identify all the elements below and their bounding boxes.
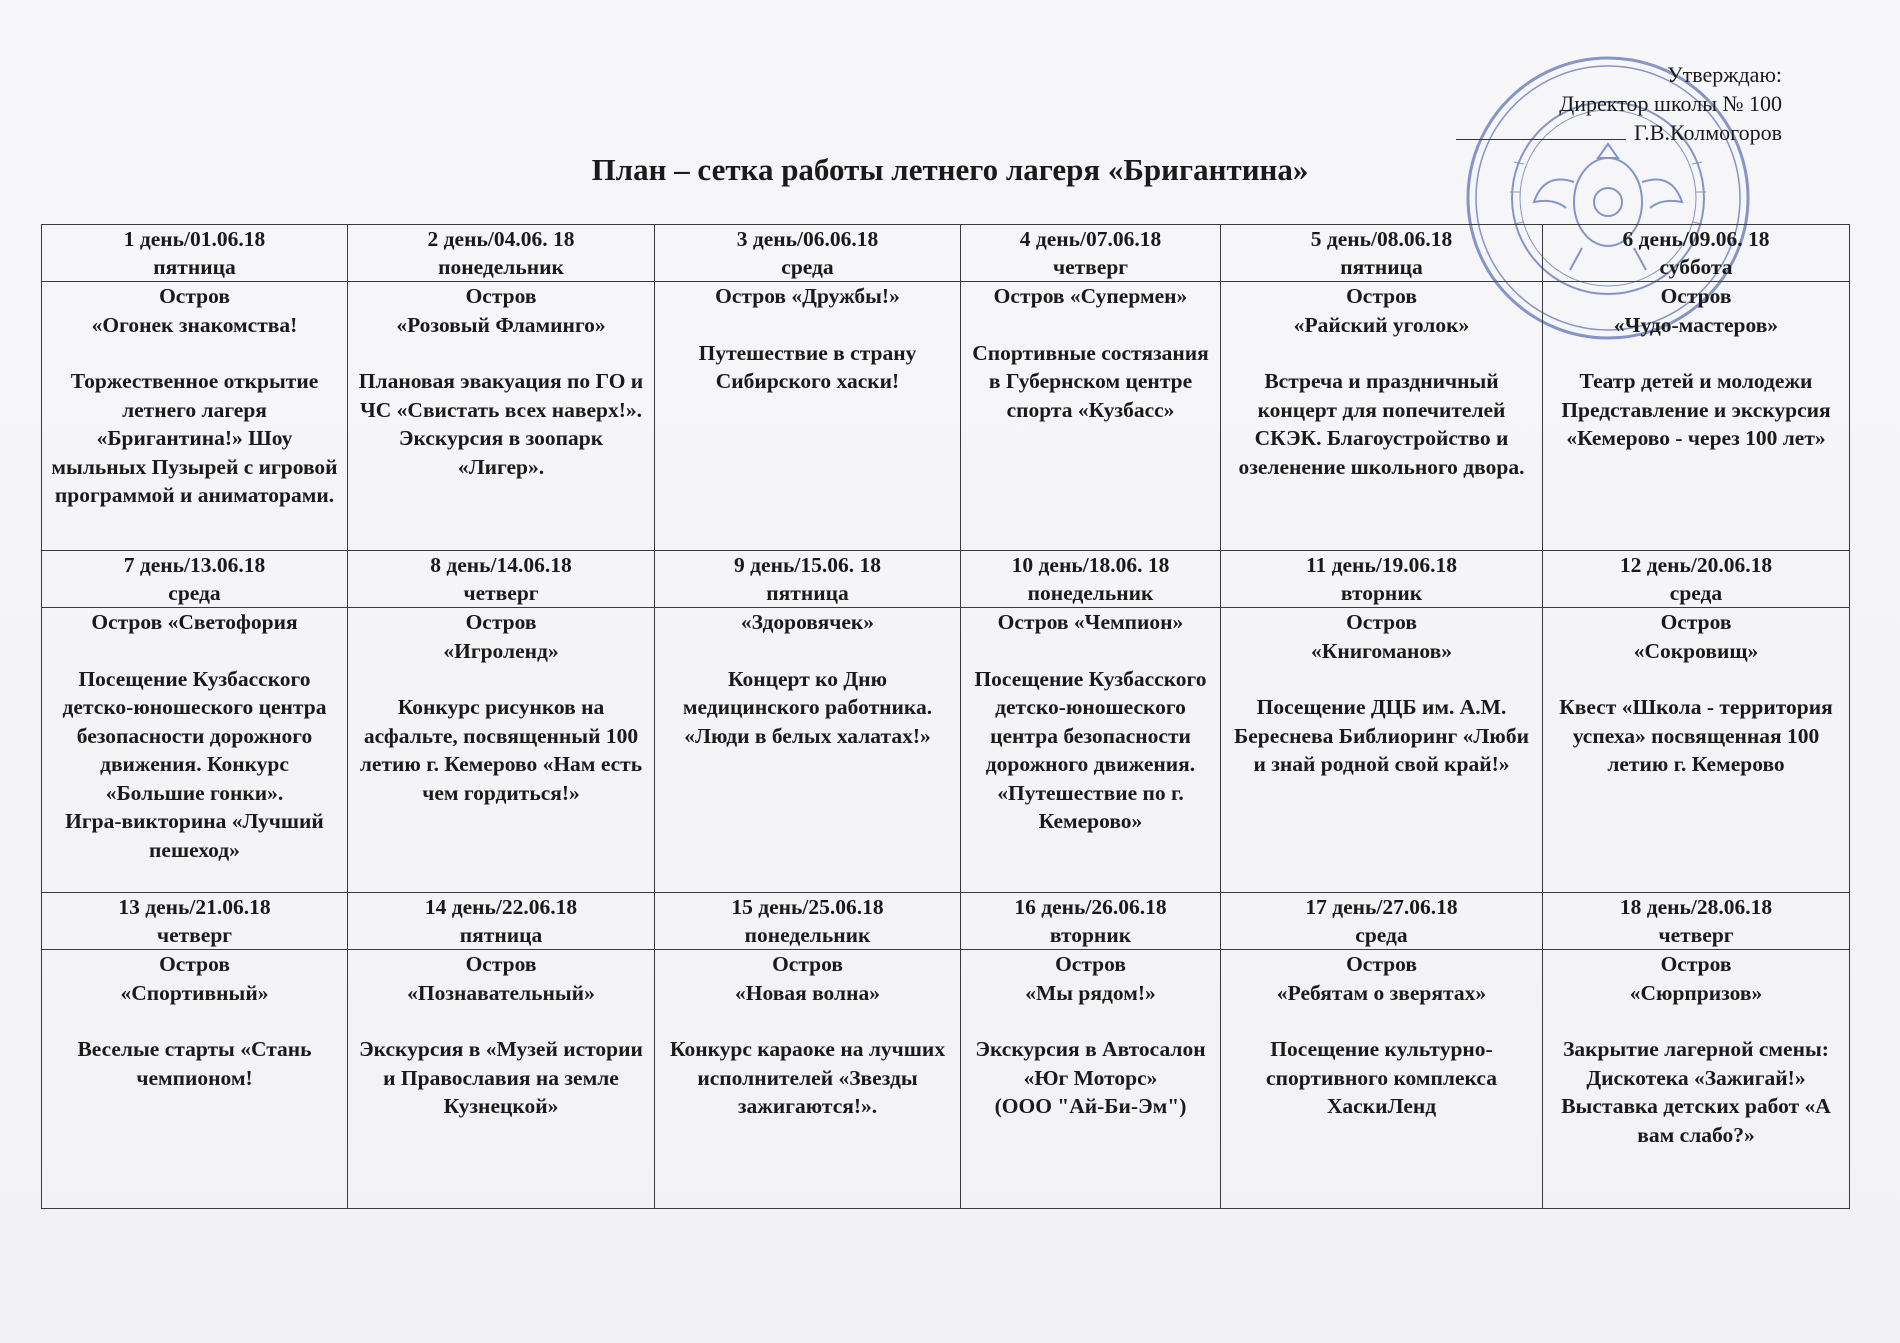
spacer <box>1549 665 1843 693</box>
day-header-cell <box>1543 551 1850 608</box>
activity-description: Квест «Школа - территория успеха» посвященная 100 летию г. Кемерово <box>1559 695 1833 776</box>
day-header-cell <box>655 225 961 282</box>
activity-description: Посещение Кузбасского детско-юношеского центра безопасности дорожного движения. «Путешествие по г. Кемерово» <box>974 666 1207 833</box>
island-name: Остров «Книгоманов» <box>1311 610 1452 663</box>
spacer <box>1227 1007 1536 1035</box>
day-header-cell <box>348 551 655 608</box>
day-content-row <box>42 608 1850 893</box>
day-activity-cell <box>348 282 655 551</box>
day-weekday: среда <box>168 581 221 605</box>
spacer <box>967 637 1214 665</box>
day-activity-cell <box>1221 608 1543 893</box>
day-weekday: четверг <box>463 581 539 605</box>
day-activity-cell <box>348 950 655 1209</box>
day-header-cell <box>961 893 1221 950</box>
day-date: 2 день/04.06. 18 <box>427 227 575 251</box>
day-date: 6 день/09.06. 18 <box>1622 227 1770 251</box>
day-activity-cell <box>42 608 348 893</box>
day-date: 3 день/06.06.18 <box>736 227 879 251</box>
approval-name: Г.В.Колмогоров <box>1634 120 1782 145</box>
day-activity-cell <box>1543 282 1850 551</box>
day-weekday: пятница <box>1340 255 1423 279</box>
spacer <box>1549 1007 1843 1035</box>
day-header-row <box>42 551 1850 608</box>
approval-position: Директор школы № 100 <box>1559 91 1782 116</box>
day-activity-cell <box>1543 608 1850 893</box>
approval-signatory <box>1456 118 1782 147</box>
island-name: Остров «Спортивный» <box>120 952 269 1005</box>
spacer <box>354 665 648 693</box>
day-activity-cell <box>961 282 1221 551</box>
activity-description: Торжественное открытие летнего лагеря «Бригантина!» Шоу мыльных Пузырей с игровой программой и аниматорами. <box>51 369 338 507</box>
day-activity-cell <box>655 608 961 893</box>
activity-description: Закрытие лагерной смены: Дискотека «Зажигай!» Выставка детских работ «А вам слабо?» <box>1561 1037 1831 1147</box>
activity-description: Плановая эвакуация по ГО и ЧС «Свистать всех наверх!». Экскурсия в зоопарк «Лигер». <box>358 369 644 479</box>
island-name: Остров «Розовый Фламинго» <box>396 284 606 337</box>
day-date: 7 день/13.06.18 <box>123 553 266 577</box>
day-header-cell <box>1543 225 1850 282</box>
activity-description: Спортивные состязания в Губернском центре спорта «Кузбасс» <box>972 340 1209 422</box>
activity-description: Театр детей и молодежи Представление и экскурсия «Кемерово - через 100 лет» <box>1561 369 1831 450</box>
day-weekday: пятница <box>459 923 543 947</box>
day-activity-cell <box>42 950 348 1209</box>
day-content-row <box>42 282 1850 551</box>
day-date: 13 день/21.06.18 <box>118 895 271 919</box>
day-date: 9 день/15.06. 18 <box>734 553 881 577</box>
day-header-cell <box>1543 893 1850 950</box>
island-name: Остров «Райский уголок» <box>1293 284 1470 337</box>
day-date: 14 день/22.06.18 <box>424 895 578 919</box>
island-name: Остров «Светофория <box>91 610 298 634</box>
island-name: Остров «Огонек знакомства! <box>91 284 298 337</box>
day-weekday: четверг <box>1052 255 1129 279</box>
day-date: 5 день/08.06.18 <box>1310 227 1453 251</box>
day-header-cell <box>42 225 348 282</box>
activity-description: Посещение Кузбасского детско-юношеского центра безопасности дорожного движения. Конкурс «Большие гонки». Игра-викторина «Лучший пешеход» <box>62 666 327 862</box>
day-date: 1 день/01.06.18 <box>123 227 266 251</box>
activity-description: Посещение культурно-спортивного комплекса ХаскиЛенд <box>1266 1037 1497 1118</box>
day-header-cell <box>961 225 1221 282</box>
island-name: Остров «Игроленд» <box>443 610 559 663</box>
day-date: 10 день/18.06. 18 <box>1011 553 1170 577</box>
day-activity-cell <box>655 950 961 1209</box>
day-date: 16 день/26.06.18 <box>1014 895 1167 919</box>
day-header-cell <box>42 551 348 608</box>
day-date: 8 день/14.06.18 <box>430 553 572 577</box>
spacer <box>354 1007 648 1035</box>
day-weekday: понедельник <box>438 255 564 279</box>
day-date: 11 день/19.06.18 <box>1305 553 1458 577</box>
day-weekday: среда <box>1669 581 1723 605</box>
spacer <box>354 339 648 367</box>
day-activity-cell <box>655 282 961 551</box>
day-activity-cell <box>1543 950 1850 1209</box>
spacer <box>48 339 341 367</box>
day-header-cell <box>961 551 1221 608</box>
activity-description: Посещение ДЦБ им. А.М. Береснева Библиоринг «Люби и знай родной свой край!» <box>1234 695 1529 776</box>
day-activity-cell <box>961 608 1221 893</box>
day-weekday: пятница <box>153 255 236 279</box>
day-header-cell <box>42 893 348 950</box>
island-name: Остров «Ребятам о зверятах» <box>1276 952 1487 1005</box>
day-weekday: понедельник <box>744 923 871 947</box>
day-weekday: среда <box>1355 923 1408 947</box>
island-name: Остров «Дружбы!» <box>715 284 900 308</box>
approval-block <box>1456 60 1782 147</box>
island-name: Остров «Сюрпризов» <box>1629 952 1763 1005</box>
day-weekday: четверг <box>1658 923 1734 947</box>
day-activity-cell <box>348 608 655 893</box>
day-header-cell <box>1221 551 1543 608</box>
island-name: Остров «Мы рядом!» <box>1025 952 1156 1005</box>
activity-description: Концерт ко Дню медицинского работника. «Люди в белых халатах!» <box>682 666 933 748</box>
island-name: Остров «Новая волна» <box>735 952 880 1005</box>
day-header-cell <box>1221 225 1543 282</box>
day-header-row <box>42 225 1850 282</box>
spacer <box>1227 665 1536 693</box>
spacer <box>661 311 954 339</box>
island-name: Остров «Супермен» <box>993 284 1188 308</box>
day-activity-cell <box>42 282 348 551</box>
day-weekday: суббота <box>1659 255 1733 279</box>
spacer <box>967 1007 1214 1035</box>
activity-description: Веселые старты «Стань чемпионом! <box>77 1037 312 1090</box>
day-header-cell <box>1221 893 1543 950</box>
island-name: Остров «Чемпион» <box>997 610 1184 634</box>
day-weekday: понедельник <box>1027 581 1154 605</box>
day-date: 15 день/25.06.18 <box>731 895 884 919</box>
day-header-cell <box>348 225 655 282</box>
day-weekday: вторник <box>1049 923 1132 947</box>
spacer <box>48 1007 341 1035</box>
activity-description: Встреча и праздничный концерт для попечителей СКЭК. Благоустройство и озеленение школьного двора. <box>1238 369 1525 479</box>
approval-heading: Утверждаю: <box>1667 62 1782 87</box>
page-title: План – сетка работы летнего лагеря «Бригантина» <box>591 152 1309 187</box>
day-weekday: четверг <box>156 923 233 947</box>
signature-line <box>1456 139 1626 140</box>
day-activity-cell <box>1221 950 1543 1209</box>
activity-description: Конкурс караоке на лучших исполнителей «Звезды зажигаются!». <box>669 1037 946 1118</box>
day-header-cell <box>348 893 655 950</box>
activity-description: Конкурс рисунков на асфальте, посвященный 100 летию г. Кемерово «Нам есть чем гордиться!» <box>359 695 643 805</box>
day-date: 4 день/07.06.18 <box>1019 227 1162 251</box>
day-content-row <box>42 950 1850 1209</box>
island-name: Остров «Чудо-мастеров» <box>1613 284 1779 337</box>
island-name: «Здоровячек» <box>740 610 875 634</box>
spacer <box>48 637 341 665</box>
spacer <box>1549 339 1843 367</box>
day-date: 17 день/27.06.18 <box>1305 895 1458 919</box>
spacer <box>1227 339 1536 367</box>
spacer <box>661 1007 954 1035</box>
activity-description: Экскурсия в Автосалон «Юг Моторс» (ООО "Ай-Би-Эм") <box>975 1037 1206 1118</box>
day-header-row <box>42 893 1850 950</box>
spacer <box>967 311 1214 339</box>
day-weekday: пятница <box>766 581 849 605</box>
day-date: 12 день/20.06.18 <box>1619 553 1773 577</box>
day-date: 18 день/28.06.18 <box>1619 895 1773 919</box>
activity-description: Путешествие в страну Сибирского хаски! <box>698 340 917 393</box>
day-header-cell <box>655 893 961 950</box>
spacer <box>661 637 954 665</box>
day-weekday: вторник <box>1340 581 1423 605</box>
day-header-cell <box>655 551 961 608</box>
day-activity-cell <box>961 950 1221 1209</box>
island-name: Остров «Познавательный» <box>407 952 595 1005</box>
island-name: Остров «Сокровищ» <box>1633 610 1759 663</box>
day-weekday: среда <box>781 255 834 279</box>
day-activity-cell <box>1221 282 1543 551</box>
schedule-table <box>41 224 1850 1209</box>
activity-description: Экскурсия в «Музей истории и Православия на земле Кузнецкой» <box>359 1037 643 1118</box>
